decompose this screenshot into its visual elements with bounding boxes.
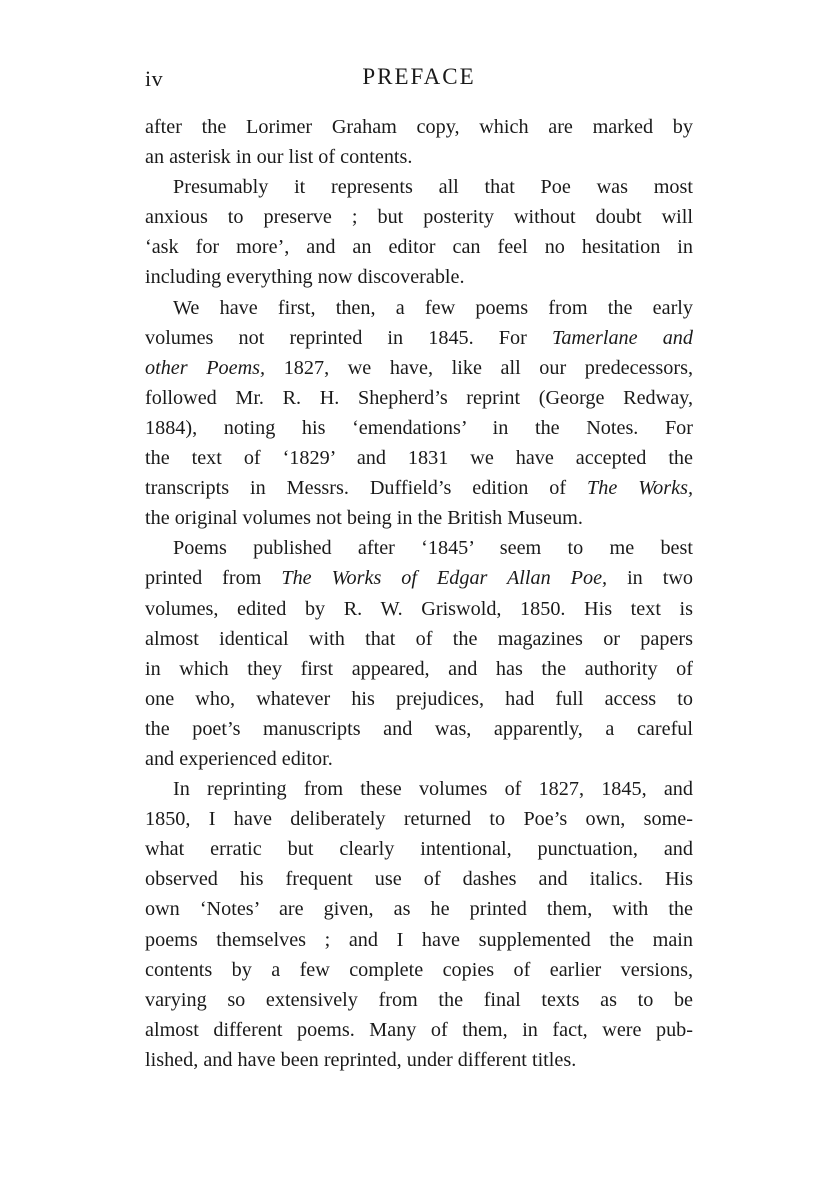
text-line: including everything now discoverable. xyxy=(145,266,465,289)
text-line: poems themselves ; and I have supplemented the main xyxy=(145,928,693,951)
paragraph xyxy=(145,112,693,172)
text-line: contents by a few complete copies of earlier versions, xyxy=(145,958,693,981)
text-line: volumes, edited by R. W. Griswold, 1850. His text is xyxy=(145,597,693,620)
text-line: one who, whatever his prejudices, had full access to xyxy=(145,687,693,710)
text-line: after the Lorimer Graham copy, which are marked by xyxy=(145,116,693,138)
text-line: printed from The Works of Edgar Allan Poe, in two xyxy=(145,567,694,590)
text-line: lished, and have been reprinted, under different titles. xyxy=(145,1048,577,1071)
text-line: what erratic but clearly intentional, punctuation, and xyxy=(145,838,693,861)
running-head xyxy=(145,62,693,98)
text-line: almost different poems. Many of them, in fact, were pub- xyxy=(145,1018,693,1041)
text-line: We have first, then, a few poems from the early xyxy=(173,296,693,319)
text-line: transcripts in Messrs. Duffield’s edition of The Works, xyxy=(145,477,693,500)
text-line: ‘ask for more’, and an editor can feel no hesitation in xyxy=(145,236,693,259)
text-line: anxious to preserve ; but posterity without doubt will xyxy=(145,206,693,229)
text-line: almost identical with that of the magazines or papers xyxy=(145,627,693,650)
text-line: Poems published after ‘1845’ seem to me best xyxy=(173,537,693,560)
paragraph xyxy=(145,172,693,292)
text-line: the original volumes not being in the British Museum. xyxy=(145,507,583,530)
text-line: in which they first appeared, and has the authority of xyxy=(145,657,693,680)
book-page xyxy=(145,62,693,1075)
text-line: an asterisk in our list of contents. xyxy=(145,146,413,169)
text-line: observed his frequent use of dashes and italics. His xyxy=(145,868,693,891)
text-line: the text of ‘1829’ and 1831 we have accepted the xyxy=(145,447,693,470)
text-line: 1850, I have deliberately returned to Poe’s own, some- xyxy=(145,808,693,831)
text-line: varying so extensively from the final texts as to be xyxy=(145,988,693,1011)
text-line: the poet’s manuscripts and was, apparently, a careful xyxy=(145,717,693,740)
text-line: and experienced editor. xyxy=(145,747,333,770)
page-number: iv xyxy=(145,66,164,91)
text-line: In reprinting from these volumes of 1827, 1845, and xyxy=(173,778,693,801)
paragraph xyxy=(145,533,693,774)
text-line: volumes not reprinted in 1845. For Tamerlane and xyxy=(145,326,693,349)
text-line: 1884), noting his ‘emendations’ in the Notes. For xyxy=(145,416,693,439)
paragraph xyxy=(145,774,693,1075)
text-line: own ‘Notes’ are given, as he printed them, with the xyxy=(145,898,693,921)
text-line: followed Mr. R. H. Shepherd’s reprint (George Redway, xyxy=(145,386,693,409)
text-line: other Poems, 1827, we have, like all our predecessors, xyxy=(145,356,693,379)
paragraph xyxy=(145,293,693,534)
text-line: Presumably it represents all that Poe was most xyxy=(173,176,693,199)
body-text xyxy=(145,112,693,1075)
running-title: PREFACE xyxy=(362,64,476,89)
